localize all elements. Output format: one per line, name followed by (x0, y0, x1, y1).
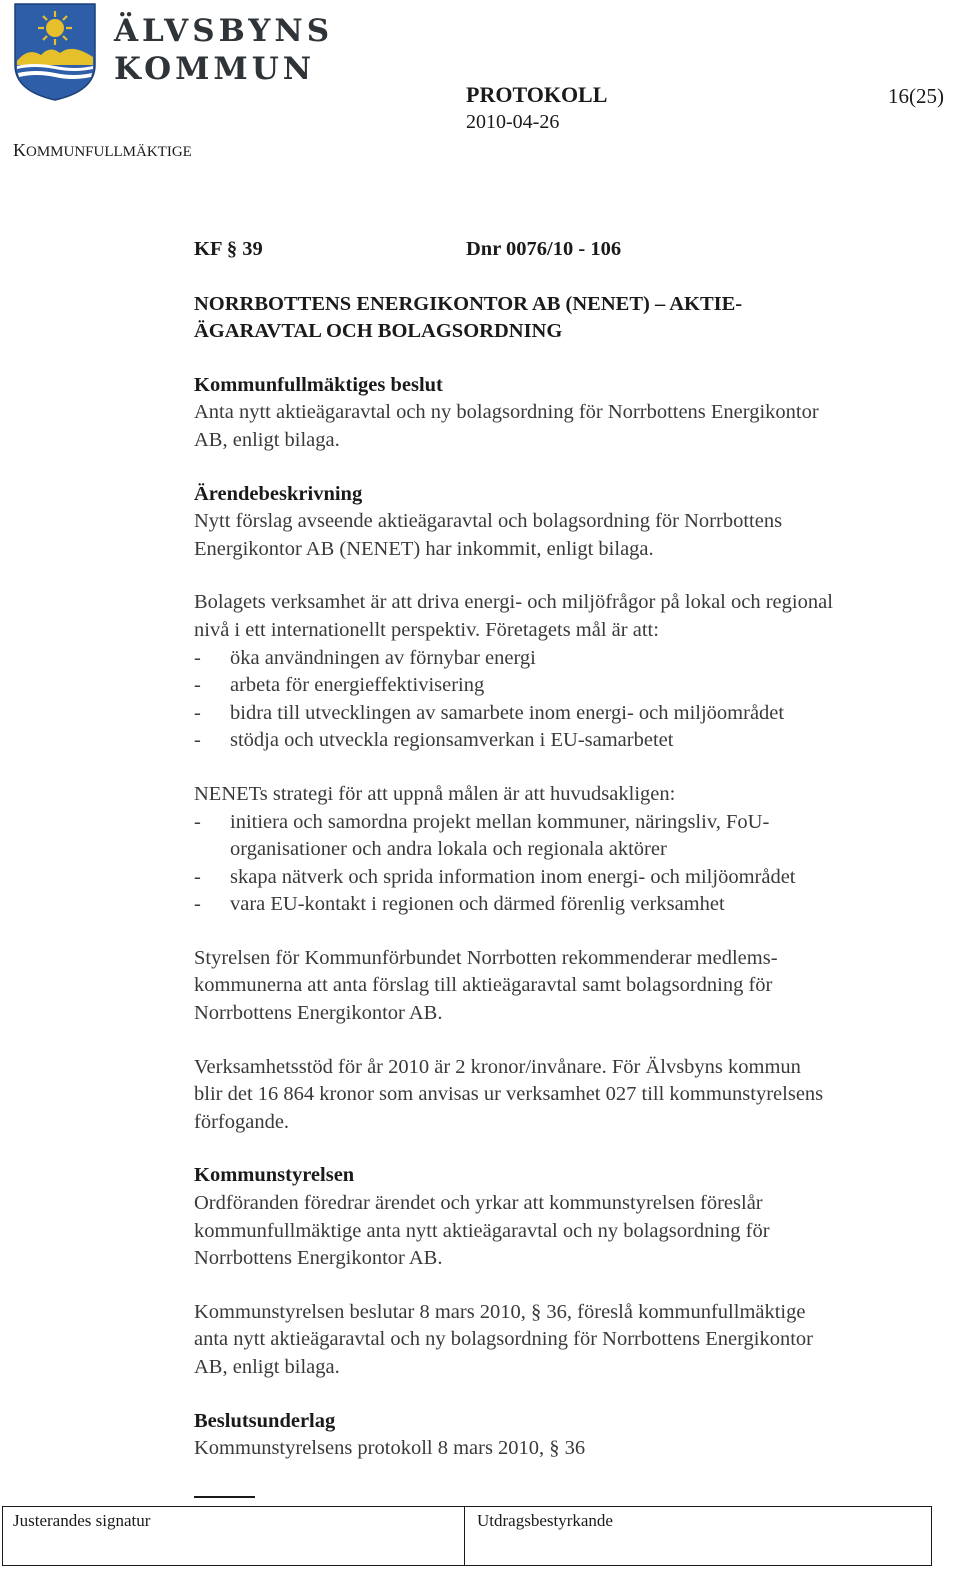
description-paragraph-4: Verksamhetsstöd för år 2010 är 2 kronor/invånare. För Älvsbyns kommun blir det 16 864 kronor som anvisas ur verksamhet 027 till kommunstyrelsens förfogande. (194, 1055, 824, 1133)
certification-cell: Utdragsbestyrkande (477, 1511, 613, 1530)
end-rule (194, 1496, 255, 1498)
list-item: - öka användningen av förnybar energi (194, 646, 536, 669)
strategy-list (194, 809, 934, 919)
municipality-coat-of-arms (14, 3, 96, 101)
case-header (194, 236, 934, 264)
description-paragraph-2: Bolagets verksamhet är att driva energi- och miljöfrågor på lokal och regional nivå i ett internationellt perspektiv. Företagets mål är att: (194, 591, 833, 641)
decision-text: Anta nytt aktieägaravtal och ny bolagsordning för Norrbottens Energikontor AB, enligt bilaga. (194, 401, 819, 451)
list-item: - skapa nätverk och sprida information inom energi- och miljöområdet (194, 865, 796, 888)
goals-list (194, 645, 934, 755)
protocol-content (194, 236, 934, 1463)
page-number: 16(25) (888, 84, 944, 108)
description-paragraph-1: Nytt förslag avseende aktieägaravtal och bolagsordning för Norrbottens Energikontor AB (NENET) har inkommit, enligt bilaga. (194, 510, 783, 560)
decision-heading: Kommunfullmäktiges beslut (194, 373, 443, 396)
signature-footer (2, 1506, 932, 1566)
board-paragraph-1: Ordföranden föredrar ärendet och yrkar att kommunstyrelsen föreslår kommunfullmäktige anta nytt aktieägaravtal och ny bolagsordning för Norrbottens Energikontor AB. (194, 1192, 770, 1270)
strategy-intro: NENETs strategi för att uppnå målen är att huvudsakligen: (194, 782, 676, 805)
description-heading: Ärendebeskrivning (194, 482, 363, 505)
document-type: PROTOKOLL (466, 82, 608, 107)
list-item: - arbeta för energieffektivisering (194, 674, 485, 697)
board-paragraph-2: Kommunstyrelsen beslutar 8 mars 2010, § 36, föreslå kommunfullmäktige anta nytt aktieägaravtal och ny bolagsordning för Norrbottens Energikontor AB, enligt bilaga. (194, 1300, 814, 1378)
logo-text-line1: ÄLVSBYNS (114, 13, 334, 49)
description-paragraph-3: Styrelsen för Kommunförbundet Norrbotten rekommenderar medlems- kommunerna att anta förslag till aktieägaravtal samt bolagsordning för Norrbottens Energikontor AB. (194, 946, 778, 1025)
list-item: - bidra till utvecklingen av samarbete inom energi- och miljöområdet (194, 701, 785, 724)
case-dnr: Dnr 0076/10 - 106 (466, 238, 622, 260)
department-label: KOMMUNFULLMÄKTIGE (13, 140, 192, 160)
document-date: 2010-04-26 (466, 111, 560, 133)
list-item: - vara EU-kontakt i regionen och därmed förenlig verksamhet (194, 893, 725, 916)
list-item: - stödja och utveckla regionsamverkan i EU-samarbetet (194, 729, 674, 752)
case-title: NORRBOTTENS ENERGIKONTOR AB (NENET) – AKTIE- ÄGARAVTAL OCH BOLAGSORDNING (194, 292, 743, 343)
list-item: - initiera och samordna projekt mellan kommuner, näringsliv, FoU- organisationer och andra lokala och regionala aktörer (194, 810, 770, 861)
case-number: KF § 39 (194, 238, 263, 260)
board-heading: Kommunstyrelsen (194, 1164, 355, 1187)
logo-text-line2: KOMMUN (114, 51, 316, 87)
basis-heading: Beslutsunderlag (194, 1409, 336, 1432)
signature-cell: Justerandes signatur (3, 1507, 465, 1565)
basis-text: Kommunstyrelsens protokoll 8 mars 2010, § 36 (194, 1437, 586, 1460)
